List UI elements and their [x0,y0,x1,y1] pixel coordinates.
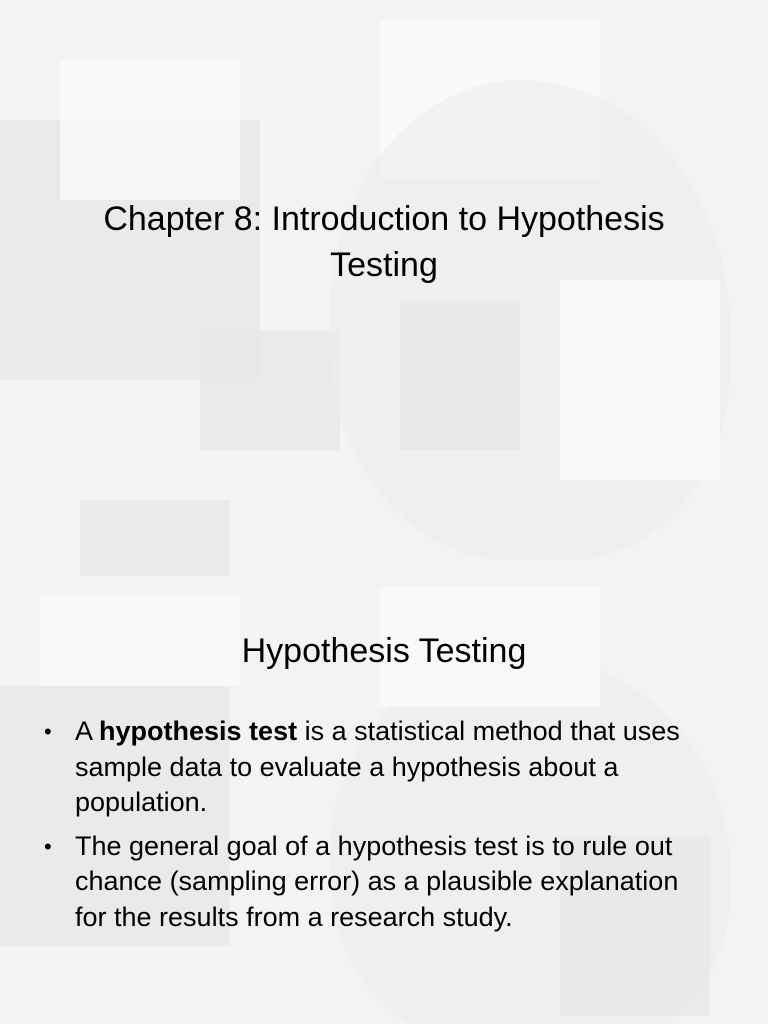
background-block [200,330,340,450]
background-block [80,500,230,576]
bullet-item [40,829,710,936]
slide-title [40,196,728,288]
title-line-2: Testing [330,246,438,284]
bullet-item [40,714,710,821]
background-block [60,60,240,200]
bullet-text-prefix: A [75,716,100,746]
bullet-icon: • [44,833,52,859]
title-line-1: Chapter 8: Introduction to Hypothesis [103,200,665,238]
background-block [400,300,520,450]
bullet-icon: • [44,719,52,744]
bullet-text-suffix: is a statistical method that uses sample data to evaluate a hypothesis about a population. [75,716,680,817]
bullet-text: The general goal of a hypothesis test is to rule out chance (sampling error) as a plausible explanation for the results from a research study. [75,830,679,932]
slide-heading: Hypothesis Testing [241,632,527,670]
bullet-list [40,714,710,943]
background-block [560,280,720,480]
bold-term: hypothesis test [99,716,298,746]
content-slide [0,576,768,1024]
